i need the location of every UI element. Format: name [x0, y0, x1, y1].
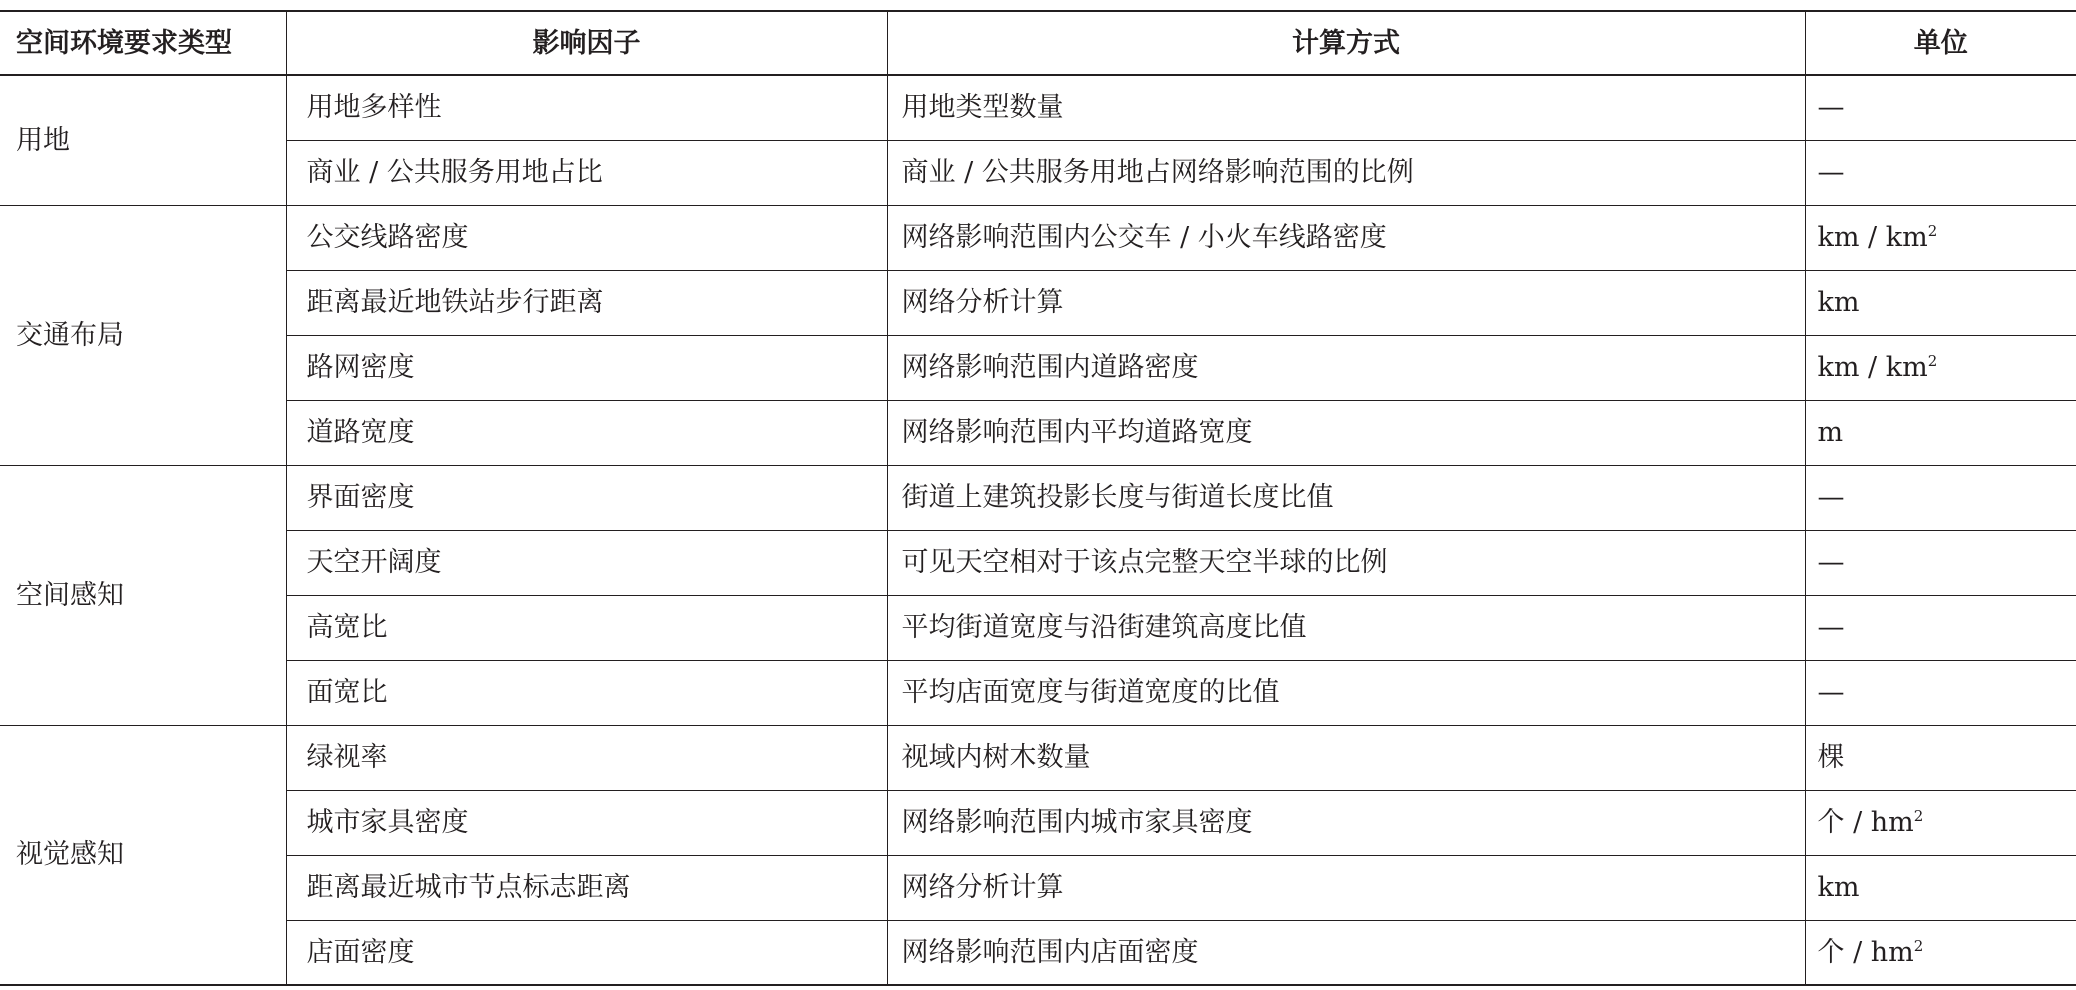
unit-text: — [1817, 482, 1845, 513]
table-row [0, 335, 2076, 400]
unit-text: — [1817, 547, 1845, 578]
unit-cell [1805, 335, 2076, 400]
unit-text: — [1817, 612, 1845, 643]
header-category: 空间环境要求类型 [0, 11, 286, 75]
factor-cell: 道路宽度 [286, 400, 887, 465]
table-body [0, 75, 2076, 985]
unit-cell [1805, 465, 2076, 530]
factor-cell: 距离最近城市节点标志距离 [286, 855, 887, 920]
method-cell: 网络分析计算 [887, 270, 1805, 335]
method-cell: 街道上建筑投影长度与街道长度比值 [887, 465, 1805, 530]
unit-cell [1805, 400, 2076, 465]
method-cell: 网络影响范围内平均道路宽度 [887, 400, 1805, 465]
table-row [0, 530, 2076, 595]
unit-cell [1805, 595, 2076, 660]
unit-superscript: 2 [1927, 222, 1938, 240]
header-factor: 影响因子 [286, 11, 887, 75]
factor-cell: 店面密度 [286, 920, 887, 985]
table-row [0, 920, 2076, 985]
unit-cell [1805, 855, 2076, 920]
unit-cell [1805, 75, 2076, 140]
factor-cell: 高宽比 [286, 595, 887, 660]
unit-text: 个 / hm [1817, 807, 1914, 838]
method-cell: 平均店面宽度与街道宽度的比值 [887, 660, 1805, 725]
unit-superscript: 2 [1913, 936, 1924, 955]
factor-cell: 绿视率 [286, 725, 887, 790]
method-cell: 网络影响范围内公交车 / 小火车线路密度 [887, 205, 1805, 270]
unit-cell [1805, 920, 2076, 985]
unit-superscript: 2 [1927, 352, 1938, 370]
factor-cell: 公交线路密度 [286, 205, 887, 270]
table-row [0, 140, 2076, 205]
unit-text: 个 / hm [1817, 936, 1914, 968]
factor-cell: 界面密度 [286, 465, 887, 530]
table-row [0, 660, 2076, 725]
table-row [0, 205, 2076, 270]
unit-text: km / km [1817, 352, 1928, 383]
header-unit: 单位 [1805, 11, 2076, 75]
method-cell: 平均街道宽度与沿街建筑高度比值 [887, 595, 1805, 660]
unit-cell [1805, 530, 2076, 595]
category-cell: 用地 [16, 124, 70, 156]
unit-cell [1805, 270, 2076, 335]
method-cell: 网络分析计算 [887, 855, 1805, 920]
unit-cell [1805, 140, 2076, 205]
unit-text: — [1817, 92, 1845, 124]
method-cell: 视域内树木数量 [887, 725, 1805, 790]
table-row [0, 75, 2076, 140]
unit-cell [1805, 205, 2076, 270]
unit-text: — [1817, 677, 1845, 708]
unit-cell [1805, 790, 2076, 855]
method-cell: 用地类型数量 [887, 75, 1805, 140]
table-row [0, 725, 2076, 790]
factor-cell: 商业 / 公共服务用地占比 [286, 140, 887, 205]
unit-cell [1805, 725, 2076, 790]
table-row [0, 855, 2076, 920]
category-cell: 交通布局 [0, 205, 286, 465]
unit-superscript: 2 [1913, 807, 1924, 825]
category-cell: 视觉感知 [0, 725, 286, 985]
unit-text: 棵 [1817, 742, 1845, 773]
method-cell: 可见天空相对于该点完整天空半球的比例 [887, 530, 1805, 595]
unit-text: km / km [1817, 222, 1928, 253]
method-cell: 网络影响范围内店面密度 [887, 920, 1805, 985]
method-cell: 商业 / 公共服务用地占网络影响范围的比例 [887, 140, 1805, 205]
factor-table [0, 10, 2076, 986]
unit-text: km [1817, 872, 1860, 903]
method-cell: 网络影响范围内道路密度 [887, 335, 1805, 400]
factor-cell: 用地多样性 [286, 75, 887, 140]
category-cell: 空间感知 [0, 465, 286, 725]
factor-cell: 城市家具密度 [286, 790, 887, 855]
table-row [0, 270, 2076, 335]
table-row [0, 465, 2076, 530]
table-row [0, 400, 2076, 465]
header-method: 计算方式 [887, 11, 1805, 75]
table-row [0, 595, 2076, 660]
unit-text: — [1817, 157, 1845, 188]
factor-cell: 距离最近地铁站步行距离 [286, 270, 887, 335]
unit-cell [1805, 660, 2076, 725]
factor-cell: 天空开阔度 [286, 530, 887, 595]
table-row [0, 790, 2076, 855]
unit-text: m [1817, 417, 1844, 448]
unit-text: km [1817, 287, 1860, 318]
header-row [0, 11, 2076, 75]
factor-cell: 面宽比 [286, 660, 887, 725]
method-cell: 网络影响范围内城市家具密度 [887, 790, 1805, 855]
factor-cell: 路网密度 [286, 335, 887, 400]
